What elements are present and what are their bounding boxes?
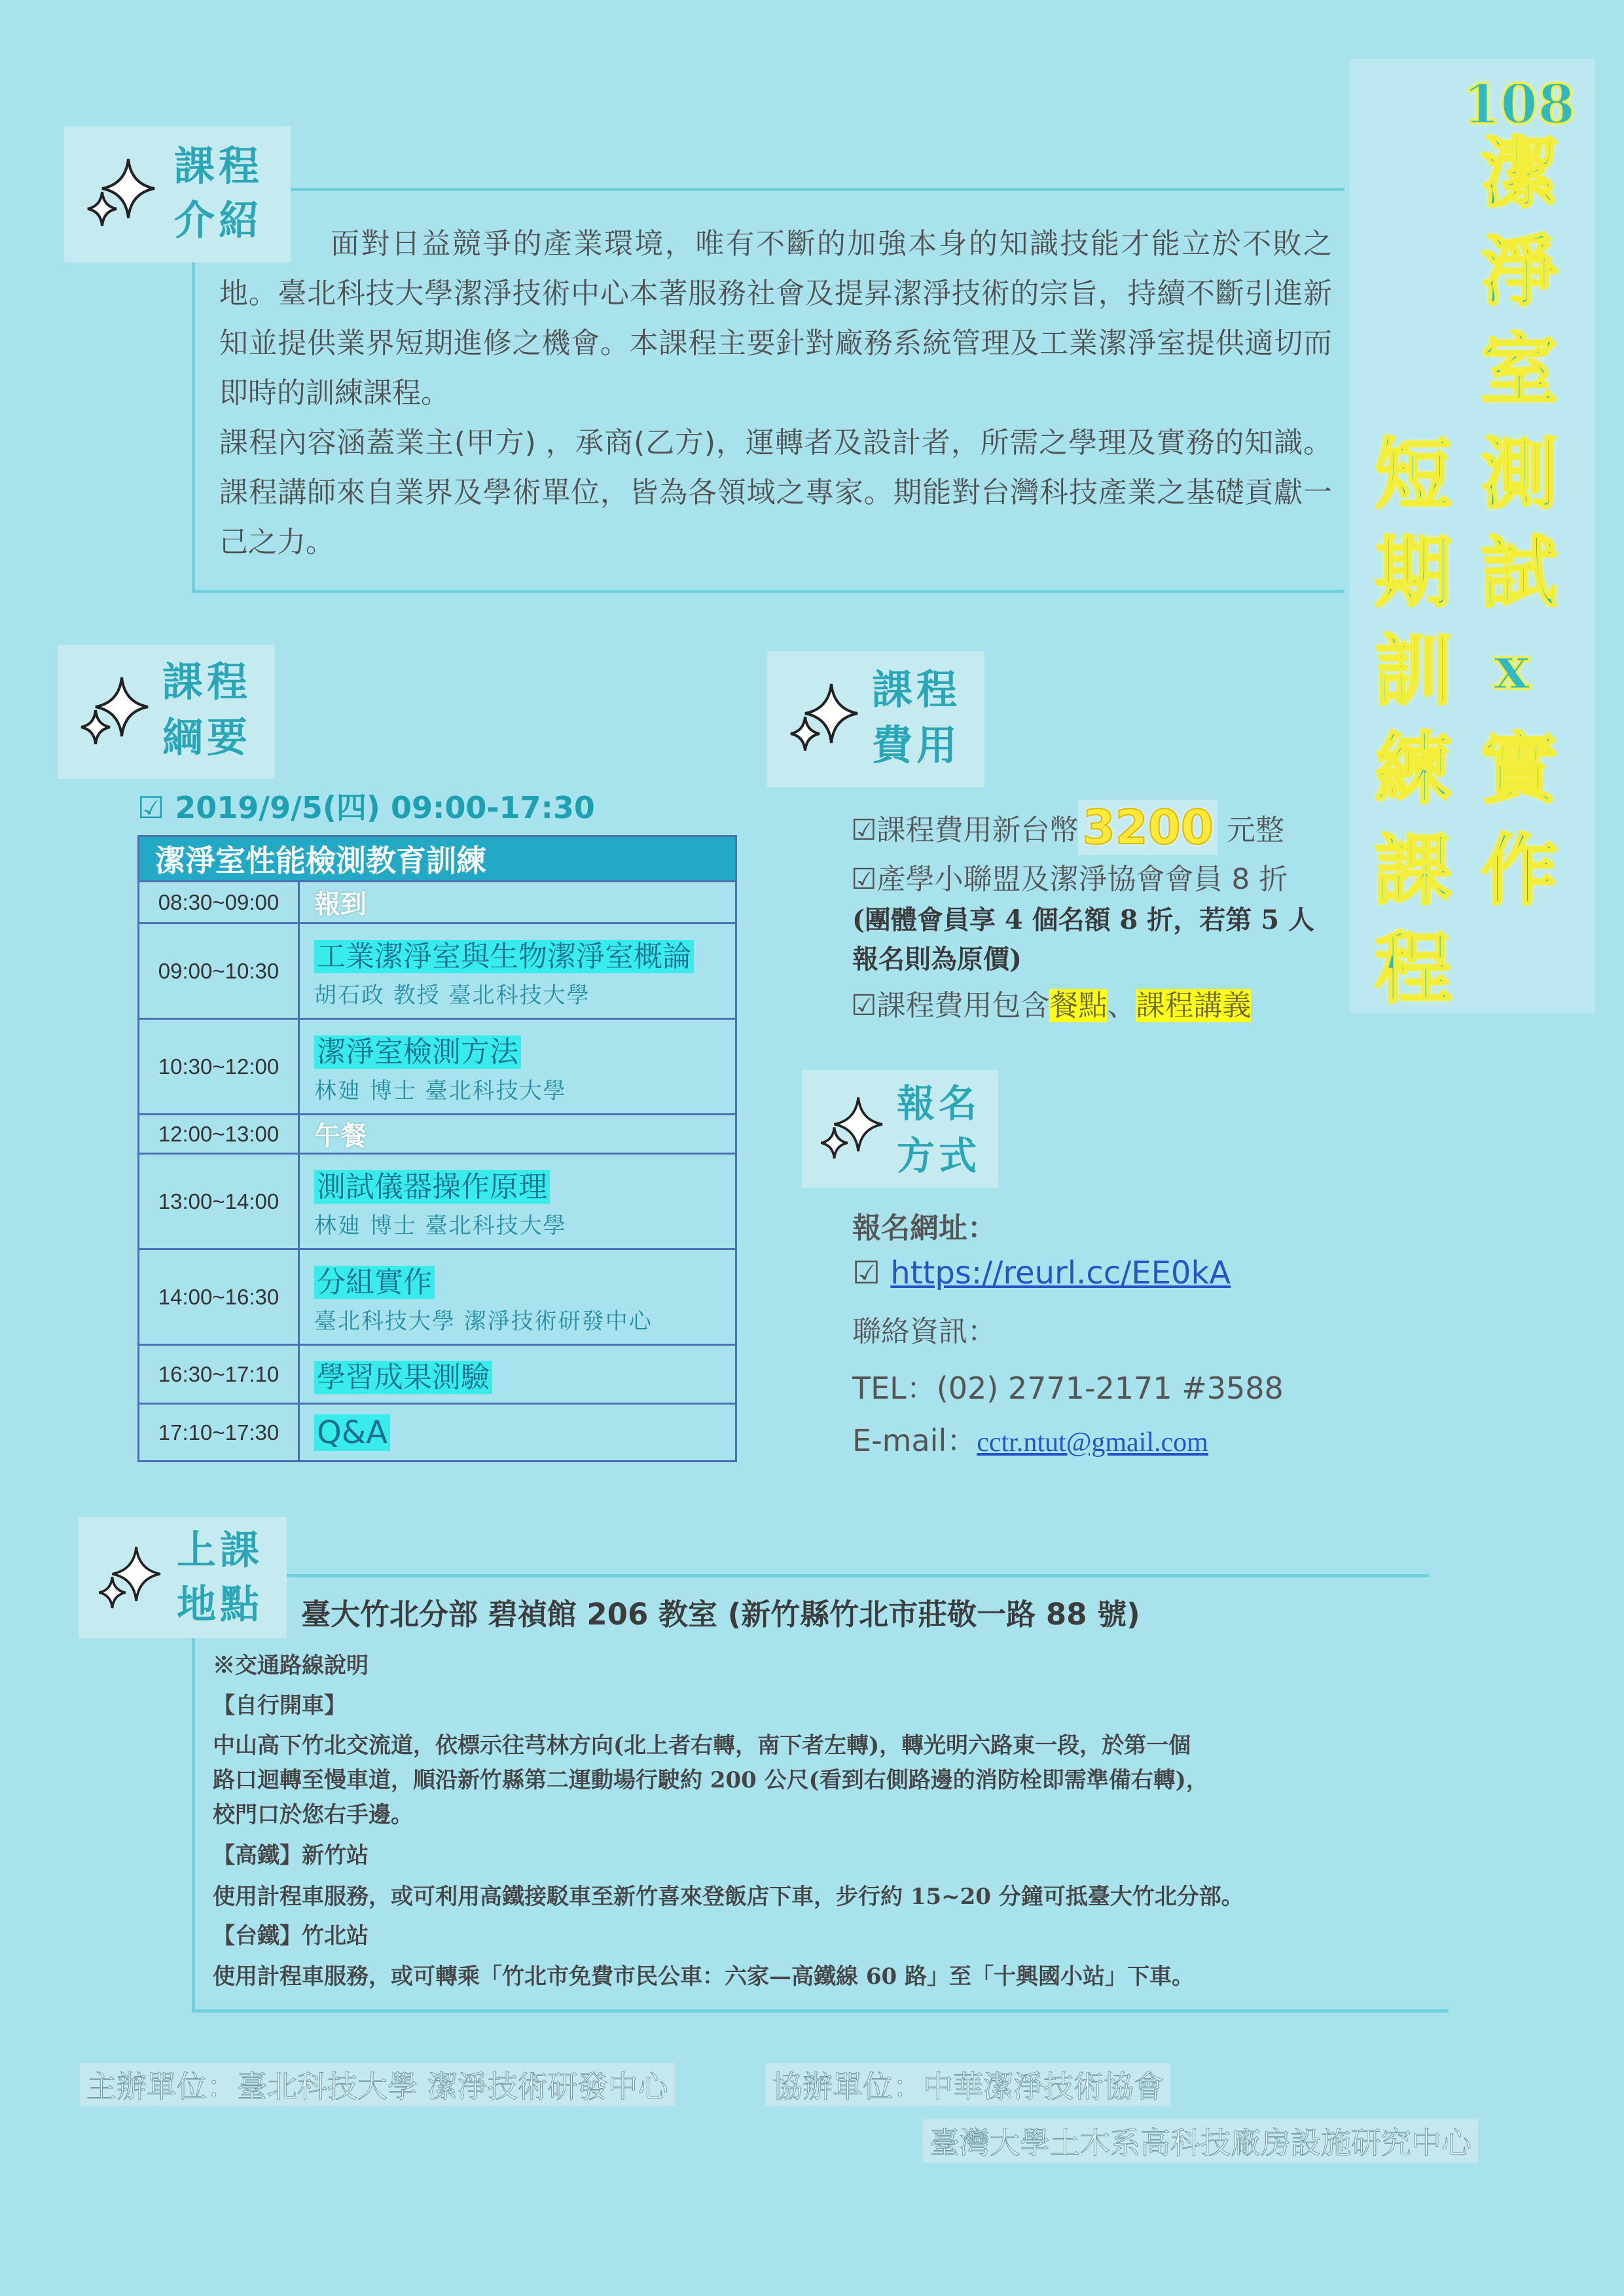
title-char: 試 (1481, 527, 1559, 618)
fee-handout: 課程講義 (1136, 989, 1252, 1022)
fee-amount: 3200 (1078, 800, 1217, 855)
course-date: ☑ 2019/9/5(四) 09:00-17:30 (137, 790, 595, 825)
sparkle-icon (816, 1091, 888, 1170)
outline-heading-line2: 綱要 (162, 713, 252, 761)
co-organizer: 協辦單位：中華潔淨技術協會 (766, 2063, 1170, 2106)
location-bottom-rule (192, 2009, 1449, 2013)
registration-url-row (852, 1255, 1231, 1291)
speaker-info: 臺北科技大學 潔淨技術研發中心 (314, 1308, 653, 1335)
item-title: Q&A (314, 1414, 390, 1451)
self-drive-line: 校門口於您右手邊。 (213, 1802, 413, 1828)
title-char: 期 (1375, 527, 1453, 618)
intro-heading-line1: 課程 (174, 142, 264, 190)
registration-link[interactable]: https://reurl.cc/EE0kA (890, 1255, 1231, 1291)
checkbox-icon: ☑ (852, 1255, 881, 1291)
fee-separator: 、 (1107, 989, 1136, 1022)
location-heading-box (79, 1517, 287, 1638)
schedule-title: 潔淨室性能檢測教育訓練 (139, 836, 736, 882)
title-char: 練 (1375, 723, 1453, 814)
registration-heading-line2: 方式 (897, 1134, 981, 1178)
item-title: 學習成果測驗 (314, 1361, 492, 1394)
table-row (139, 1154, 736, 1249)
email-link[interactable]: cctr.ntut@gmail.com (977, 1427, 1208, 1458)
time-cell: 13:00~14:00 (139, 1154, 299, 1249)
intro-heading-line2: 介紹 (174, 196, 264, 244)
fee-line-3 (851, 982, 1251, 1024)
sparkle-icon (785, 677, 864, 762)
time-cell: 10:30~12:00 (139, 1019, 299, 1115)
intro-text (219, 219, 1332, 567)
time-cell: 14:00~16:30 (139, 1249, 299, 1345)
location-top-rule (287, 1574, 1429, 1577)
title-year: 108 (1463, 73, 1576, 136)
self-drive-heading: 【自行開車】 (213, 1693, 346, 1719)
registration-heading-box (802, 1070, 998, 1188)
sparkle-icon (94, 1541, 166, 1619)
self-drive-line: 中山高下竹北交流道，依標示往芎林方向(北上者右轉，南下者左轉)，轉光明六路東一段，於第一個 (213, 1732, 1191, 1759)
location-left-rule (192, 1638, 195, 2013)
fee-includes-label: ☑課程費用包含 (851, 989, 1050, 1022)
intro-top-rule (291, 188, 1344, 191)
intro-paragraph-1: 面對日益競爭的產業環境，唯有不斷的加強本身的知識技能才能立於不敗之地。臺北科技大學潔淨技術中心本著服務社會及提昇潔淨技術的宗旨，持續不斷引進新知並提供業界短期進修之機會。本課程主要針對廠務系統管理及工業潔淨室提供適切而即時的訓練課程。 (219, 227, 1332, 410)
speaker-info: 林廸 博士 臺北科技大學 (314, 1213, 567, 1239)
schedule-table (137, 835, 737, 1462)
fee-suffix: 元整 (1226, 814, 1284, 847)
time-cell: 16:30~17:10 (139, 1345, 299, 1404)
table-row (139, 924, 736, 1019)
title-char: 作 (1481, 825, 1559, 916)
fee-heading-line2: 費用 (872, 721, 962, 769)
contact-tel: TEL：(02) 2771-2171 #3588 (852, 1371, 1284, 1406)
item-title: 分組實作 (314, 1266, 435, 1299)
fee-line-2: ☑產學小聯盟及潔淨協會會員 8 折 (851, 863, 1288, 896)
title-x: x (1494, 632, 1530, 703)
table-row (139, 1404, 736, 1462)
title-char: 測 (1481, 429, 1559, 520)
time-cell: 17:10~17:30 (139, 1404, 299, 1462)
title-char: 訓 (1375, 625, 1453, 716)
tra-description: 使用計程車服務，或可轉乘「竹北市免費市民公車：六家—高鐵線 60 路」至「十興國小站」下車。 (213, 1964, 1194, 1990)
table-row (139, 1345, 736, 1404)
intro-bottom-rule (192, 590, 1344, 593)
hsr-description: 使用計程車服務，或可利用高鐵接駁車至新竹喜來登飯店下車，步行約 15~20 分鐘可抵臺大竹北分部。 (213, 1884, 1244, 1910)
time-cell: 12:00~13:00 (139, 1115, 299, 1154)
location-address: 臺大竹北分部 碧禎館 206 教室 (新竹縣竹北市莊敬一路 88 號) (301, 1597, 1140, 1632)
title-char: 程 (1375, 923, 1453, 1014)
speaker-info: 胡石政 教授 臺北科技大學 (314, 982, 590, 1009)
item-title: 潔淨室檢測方法 (314, 1035, 521, 1069)
fee-note: (團體會員享 4 個名額 8 折，若第 5 人報名則為原價) (852, 905, 1314, 975)
fee-heading-box (767, 651, 984, 787)
co-organizer-2: 臺灣大學土木系高科技廠房設施研究中心 (923, 2119, 1478, 2162)
title-char: 課 (1375, 825, 1453, 916)
location-heading-line2: 地點 (177, 1582, 263, 1628)
table-row (139, 882, 736, 924)
time-cell: 08:30~09:00 (139, 882, 299, 924)
title-char: 室 (1481, 324, 1559, 415)
table-row (139, 1115, 736, 1154)
title-char: 實 (1481, 723, 1559, 814)
fee-heading-line1: 課程 (872, 666, 962, 713)
location-heading-line1: 上課 (177, 1528, 263, 1573)
item-title: 測試儀器操作原理 (314, 1170, 550, 1204)
intro-left-rule (192, 262, 195, 593)
sparkle-icon (82, 152, 161, 238)
fee-meal: 餐點 (1049, 989, 1108, 1022)
contact-label: 聯絡資訊： (852, 1315, 996, 1348)
transport-title: ※交通路線說明 (213, 1653, 369, 1679)
title-char: 淨 (1481, 226, 1559, 317)
tra-heading: 【台鐵】竹北站 (213, 1923, 369, 1949)
fee-line-1 (851, 800, 1284, 855)
hsr-heading: 【高鐵】新竹站 (213, 1842, 369, 1869)
registration-url-label: 報名網址： (852, 1211, 996, 1245)
title-char: 短 (1375, 429, 1453, 520)
contact-email-row (852, 1417, 1208, 1460)
table-row (139, 1249, 736, 1345)
table-row (139, 1019, 736, 1115)
speaker-info: 林廸 博士 臺北科技大學 (314, 1078, 567, 1104)
item-title: 午餐 (314, 1121, 367, 1151)
sparkle-icon (76, 671, 154, 756)
outline-heading-line1: 課程 (162, 658, 252, 706)
email-label: E-mail： (852, 1423, 977, 1458)
fee-prefix: ☑課程費用新台幣 (851, 814, 1079, 847)
registration-heading-line1: 報名 (897, 1081, 981, 1126)
intro-paragraph-2: 課程內容涵蓋業主(甲方) ，承商(乙方)，運轉者及設計者，所需之學理及實務的知識。課程講師來自業界及學術單位，皆為各領域之專家。期能對台灣科技產業之基礎貢獻一己之力。 (219, 426, 1332, 559)
time-cell: 09:00~10:30 (139, 924, 299, 1019)
item-title: 報到 (314, 889, 367, 920)
item-title: 工業潔淨室與生物潔淨室概論 (314, 940, 694, 973)
organizer: 主辦單位：臺北科技大學 潔淨技術研發中心 (80, 2063, 675, 2106)
title-char: 潔 (1481, 128, 1559, 219)
self-drive-line: 路口迴轉至慢車道，順沿新竹縣第二運動場行駛約 200 公尺(看到右側路邊的消防栓即需準備右轉)， (213, 1767, 1208, 1793)
outline-heading-box (58, 645, 275, 779)
